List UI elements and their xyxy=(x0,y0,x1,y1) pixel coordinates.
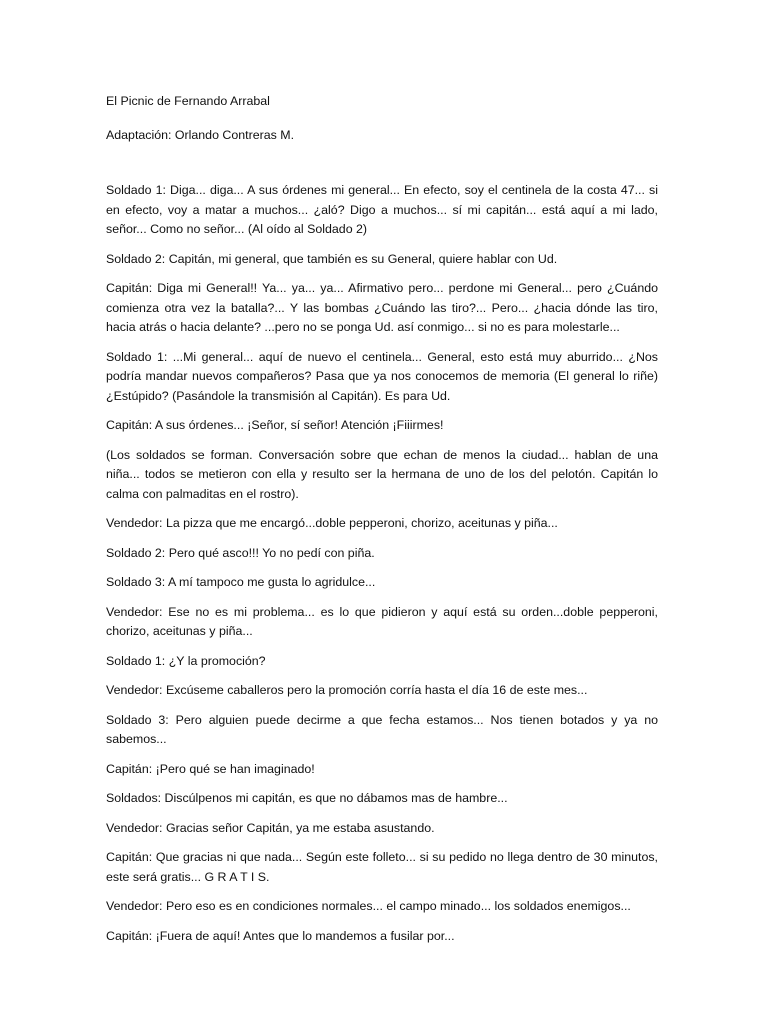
dialogue-paragraph: Vendedor: Excúseme caballeros pero la promoción corría hasta el día 16 de este mes... xyxy=(106,683,588,697)
dialogue-paragraph: Vendedor: La pizza que me encargó...doble pepperoni, chorizo, aceitunas y piña... xyxy=(106,516,558,530)
dialogue-paragraph: Capitán: ¡Fuera de aquí! Antes que lo mandemos a fusilar por... xyxy=(106,928,455,943)
dialogue-paragraph: Soldado 1: Diga... diga... A sus órdenes mi general... En efecto, soy el centinela de la costa 47... si en efecto, voy a matar a muchos... ¿aló? Digo a muchos... sí mi capitán... está aquí a mi lado, señor... Como no señor... (Al oído al Soldado 2) xyxy=(106,183,658,236)
dialogue-paragraph: Soldado 1: ¿Y la promoción? xyxy=(106,653,266,668)
dialogue-paragraph: Soldados: Discúlpenos mi capitán, es que no dábamos mas de hambre... xyxy=(106,791,508,805)
stage-direction-paragraph: (Los soldados se forman. Conversación sobre que echan de menos la ciudad... hablan de una niña... todos se metieron con ella y resulto ser la hermana de uno de los del pelotón. Capitán lo calma con palmaditas en el rostro). xyxy=(106,447,658,501)
dialogue-paragraph: Capitán: A sus órdenes... ¡Señor, sí señor! Atención ¡Fiiirmes! xyxy=(106,418,444,432)
dialogue-paragraph: Capitán: Que gracias ni que nada... Según este folleto... si su pedido no llega dentro de 30 minutos, este será gratis... G R A T I S. xyxy=(106,850,658,884)
dialogue-paragraph: Capitán: ¡Pero qué se han imaginado! xyxy=(106,761,315,776)
dialogue-paragraph: Soldado 1: ...Mi general... aquí de nuevo el centinela... General, esto está muy aburrido... ¿Nos podría mandar nuevos compañeros? Pasa que ya nos conocemos de memoria (El general lo riñe) ¿Estúpido? (Pasándole la transmisión al Capitán). Es para Ud. xyxy=(106,349,658,403)
document-adaptation: Adaptación: Orlando Contreras M. xyxy=(106,127,295,142)
dialogue-paragraph: Vendedor: Gracias señor Capitán, ya me estaba asustando. xyxy=(106,820,435,835)
dialogue-paragraph: Vendedor: Ese no es mi problema... es lo que pidieron y aquí está su orden...doble pepperoni, chorizo, aceitunas y piña... xyxy=(106,604,658,638)
dialogue-paragraph: Soldado 2: Pero qué asco!!! Yo no pedí con piña. xyxy=(106,545,375,560)
document-title: El Picnic de Fernando Arrabal xyxy=(106,94,270,108)
document-page xyxy=(106,92,658,956)
dialogue-paragraph: Soldado 3: A mí tampoco me gusta lo agridulce... xyxy=(106,575,376,589)
dialogue-paragraph: Soldado 3: Pero alguien puede decirme a que fecha estamos... Nos tienen botados y ya no sabemos... xyxy=(106,712,658,746)
dialogue-paragraph: Capitán: Diga mi General!! Ya... ya... ya... Afirmativo pero... perdone mi General... pero ¿Cuándo comienza otra vez la batalla?... Y las bombas ¿Cuándo las tiro?... Pero... ¿hacia dónde las tiro, hacia atrás o hacia delante? ...pero no se ponga Ud. así conmigo... si no es para molestarle... xyxy=(106,281,658,334)
dialogue-paragraph: Vendedor: Pero eso es en condiciones normales... el campo minado... los soldados enemigos... xyxy=(106,899,631,913)
dialogue-paragraph: Soldado 2: Capitán, mi general, que también es su General, quiere hablar con Ud. xyxy=(106,251,558,266)
